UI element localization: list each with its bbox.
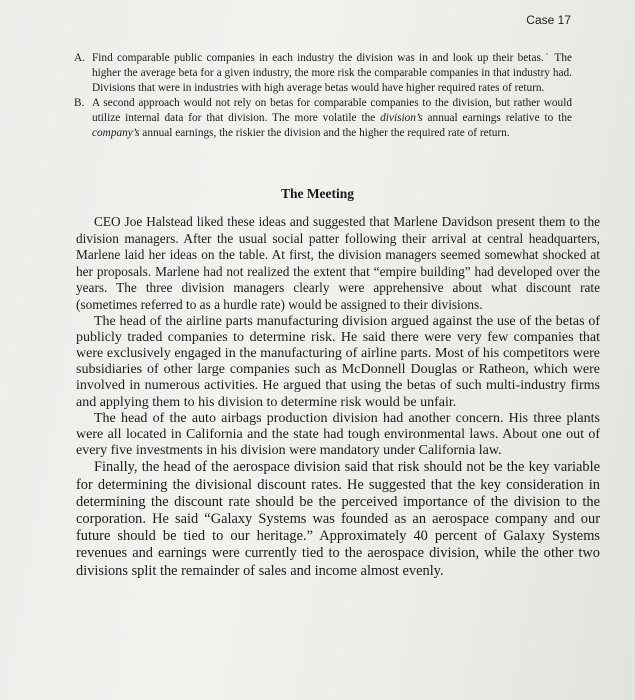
paragraph-auto-airbags: The head of the auto airbags production division had another concern. His three plants were all located in California and the state had tough environmental laws. About one out of every five investments in his division were mandatory under California law.: [76, 410, 600, 459]
meeting-body: [76, 214, 600, 580]
paragraph-aerospace: Finally, the head of the aerospace division said that risk should not be the key variable for determining the divisional discount rates. He suggested that the key consideration in determining the discount rate should be the perceived importance of the division to the corporation. He said “Galaxy Systems was founded as an aerospace company and our future should be tied to our heritage.” Approximately 40 percent of Galaxy Systems revenues and earnings were currently tied to the aerospace division, while the other two divisions split the remainder of sales and income almost evenly.: [76, 459, 600, 579]
approach-text-b-part3: annual earnings, the riskier the division and the higher the required rate of return.: [139, 127, 510, 139]
approach-text-b-part2: annual earnings relative to the: [422, 112, 572, 124]
approach-text-b-emphasis-division: division’s: [380, 112, 423, 124]
approach-item-a: [74, 51, 572, 96]
section-heading: The Meeting: [280, 186, 355, 201]
approach-text-b-part1: A second approach would not rely on betas for comparable companies to the division, but rather would utilize internal data for that division. The more volatile the: [92, 97, 572, 124]
case-number-label: Case 17: [526, 13, 571, 27]
approach-letter-a: A.: [74, 52, 85, 64]
approach-letter-b: B.: [74, 97, 85, 109]
approach-text-b-emphasis-company: company’s: [92, 127, 140, 139]
approach-item-b: [74, 96, 572, 141]
approach-text-a: Find comparable public companies in each industry the division was in and look up their betas.˙ The higher the average beta for a given industry, the more risk the comparable companies in that industry had. Divisions that were in industries with high average betas would have higher required rates of return.: [92, 52, 572, 94]
approach-list: [74, 51, 572, 141]
paragraph-ceo: CEO Joe Halstead liked these ideas and suggested that Marlene Davidson present them to the division managers. After the usual social patter following their arrival at central headquarters, Marlene laid her ideas on the table. At first, the division managers seemed somewhat shocked at her proposals. Marlene had not realized the extent that “empire building” had developed over the years. The three division managers clearly were apprehensive about what discount rate (sometimes referred to as a hurdle rate) would be assigned to their divisions.: [76, 214, 600, 312]
paragraph-airline-parts: The head of the airline parts manufacturing division argued against the use of the betas of publicly traded companies to determine risk. He said there were very few companies that were exclusively engaged in the manufacturing of airline parts. Most of his competitors were subsidiaries of other large companies such as McDonnell Douglas or Ratheon, which were involved in numerous activities. He argued that using the betas of such multi-industry firms and applying them to his division to determine risk would be unfair.: [76, 313, 600, 410]
